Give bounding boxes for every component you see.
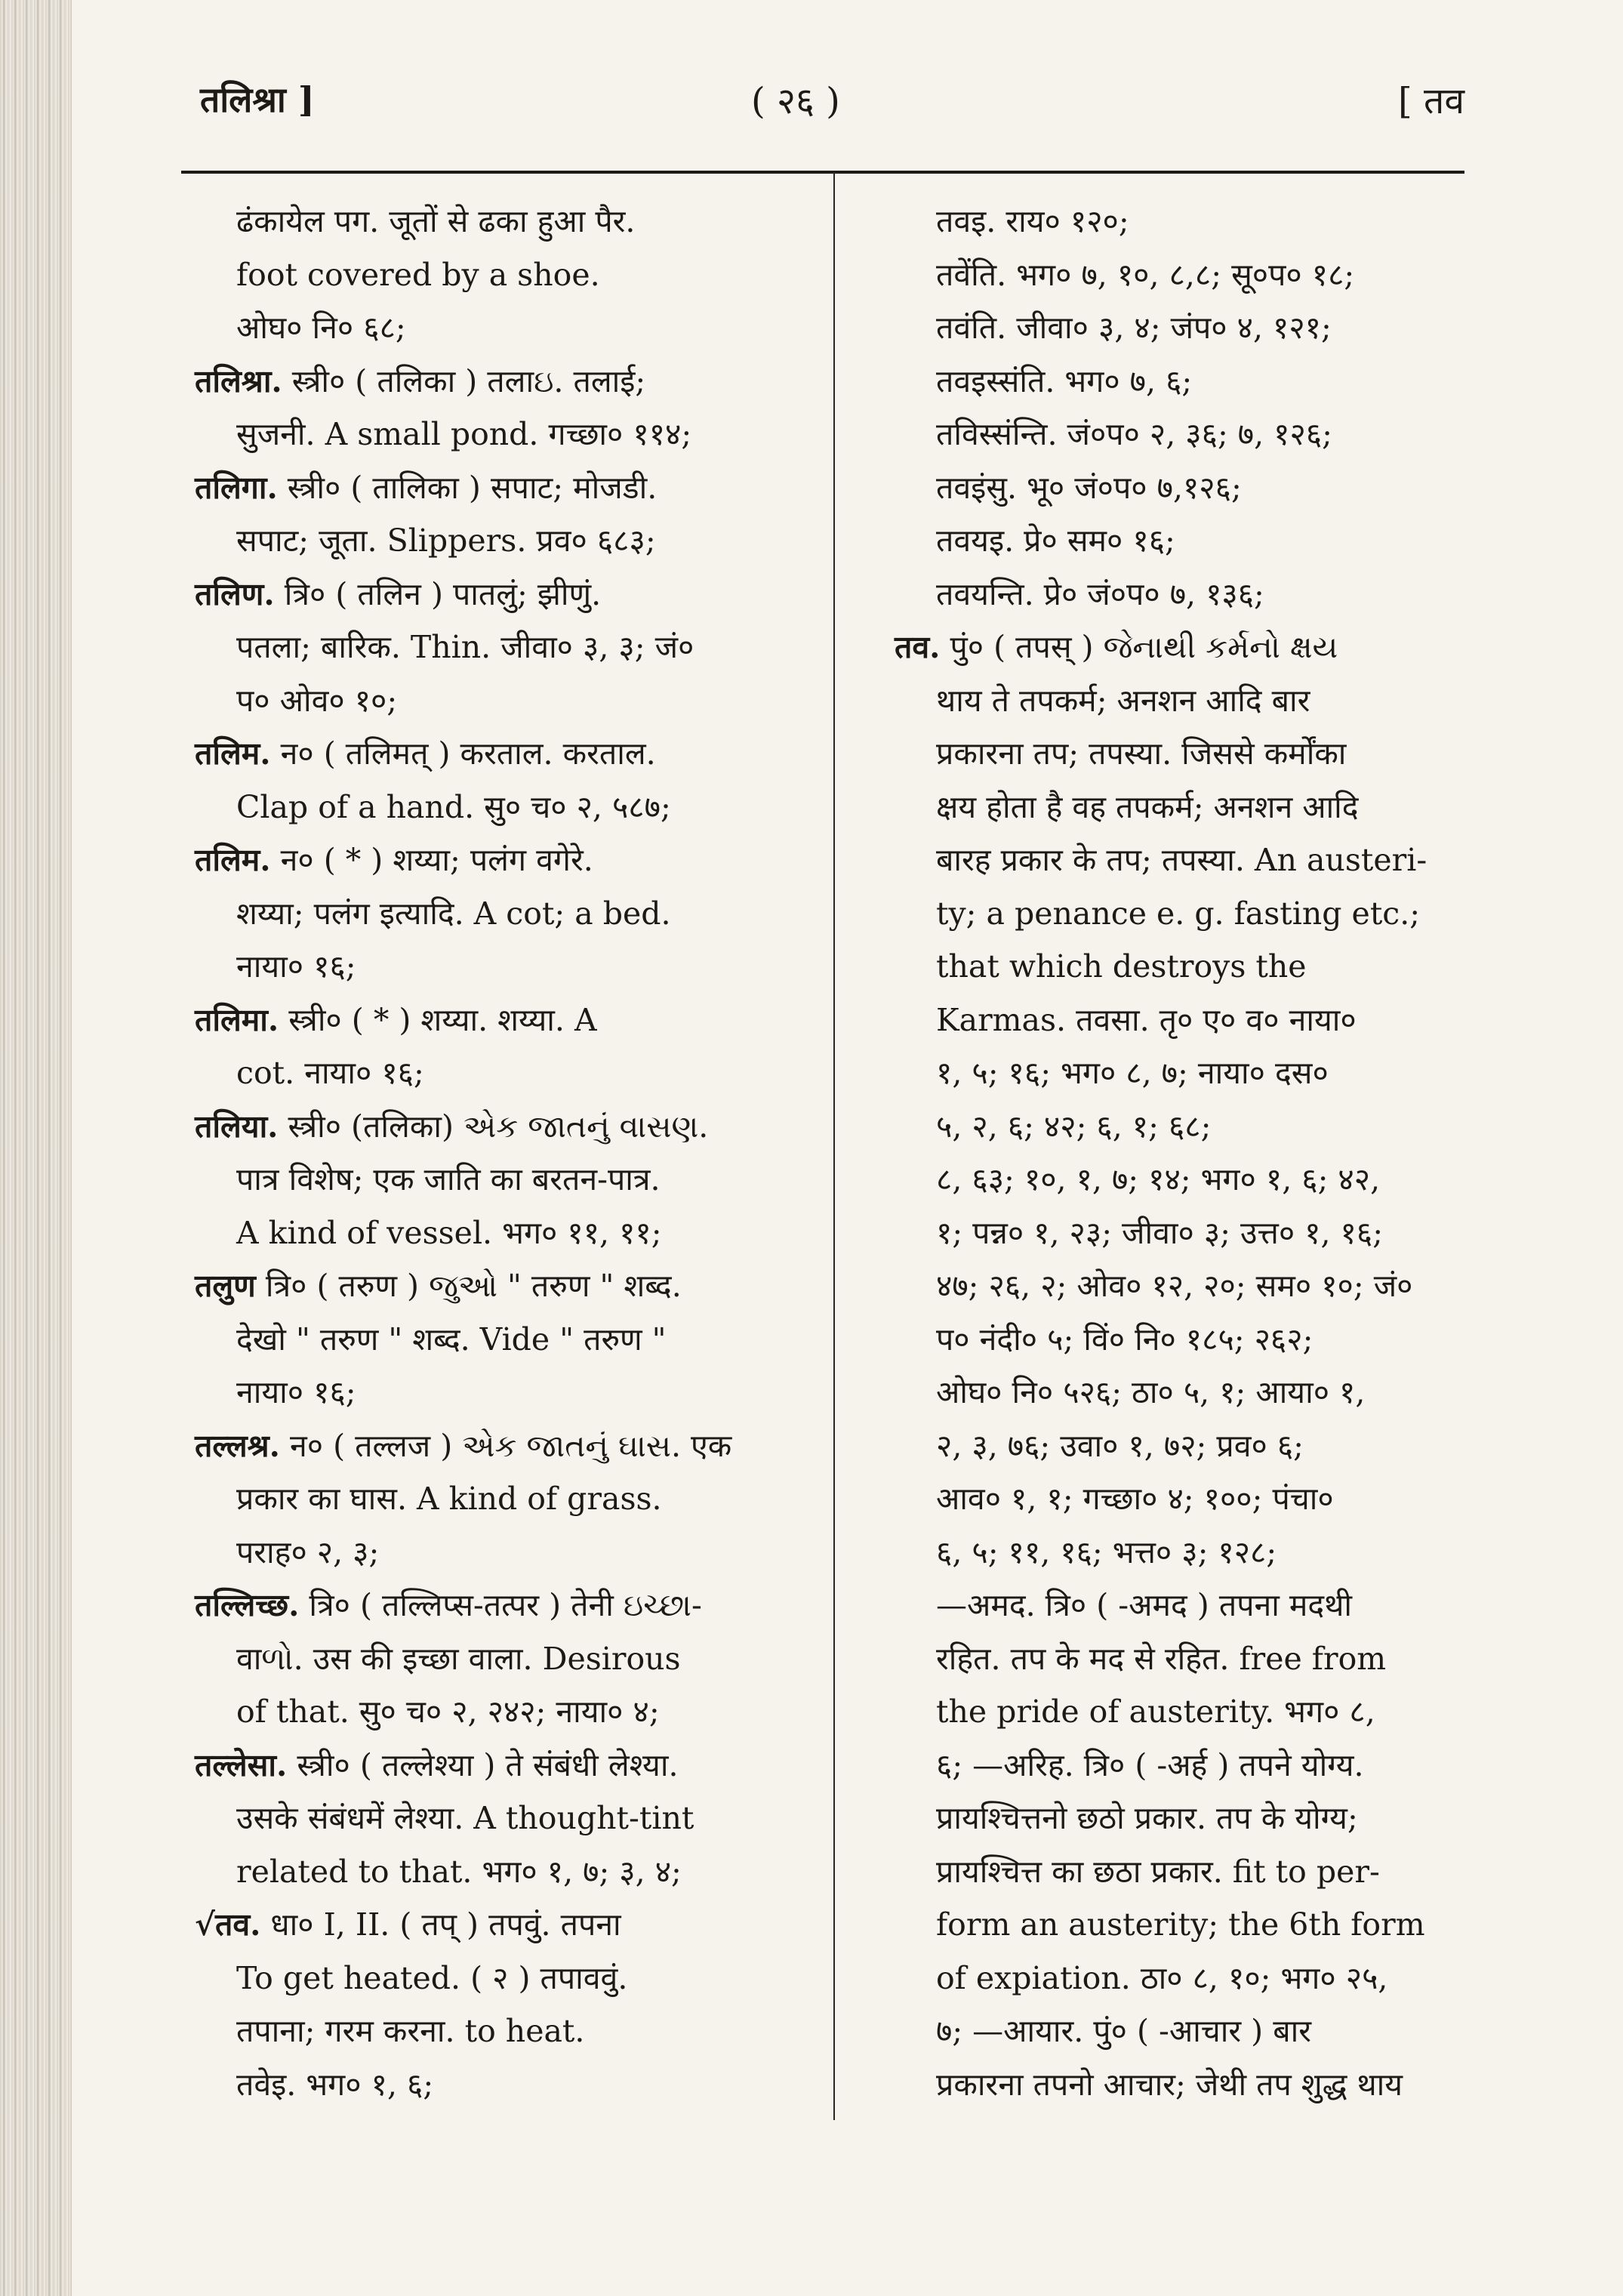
entry-text: ओघ० नि० ६८; xyxy=(236,310,406,346)
entry-line xyxy=(895,887,1468,941)
entry-line xyxy=(895,1472,1468,1526)
entry-line xyxy=(895,1845,1468,1899)
entry-text: न० ( तल्लज ) એક જાતનું ઘાસ. एक xyxy=(279,1427,732,1464)
entry-line xyxy=(195,994,814,1047)
entry-line xyxy=(895,1100,1468,1154)
entry-line xyxy=(895,1366,1468,1419)
entry-line xyxy=(895,781,1468,834)
entry-line xyxy=(195,408,814,461)
entry-line xyxy=(195,834,814,887)
entry-text: ६; —अरिह. त्रि० ( -अर्ह ) तपने योग्य. xyxy=(936,1746,1364,1783)
entry-text: देखो " तरुण " शब्द. Vide " तरुण " xyxy=(236,1321,667,1358)
entry-line xyxy=(895,1259,1468,1313)
entry-text: ८, ६३; १०, १, ७; १४; भग० १, ६; ४२, xyxy=(936,1161,1381,1197)
entry-text: Karmas. तवसा. तृ० ए० व० नाया० xyxy=(936,1001,1357,1038)
entry-text: १; पन्न० १, २३; जीवा० ३; उत्त० १, १६; xyxy=(936,1214,1384,1251)
entry-line xyxy=(895,355,1468,408)
entry-line xyxy=(895,1579,1468,1632)
entry-line xyxy=(195,621,814,674)
entry-line xyxy=(195,568,814,621)
entry-line xyxy=(195,1792,814,1845)
entry-text: प० ओव० १०; xyxy=(236,682,398,719)
headword: तलिया. xyxy=(195,1108,279,1145)
scan-edge-shadow xyxy=(0,0,72,2296)
entry-text: स्त्री० ( तलिका ) तलाઇ. तलाई; xyxy=(282,362,646,399)
entry-text: ६, ५; ११, १६; भत्त० ३; १२८; xyxy=(936,1533,1277,1570)
entry-text: प्रकारना तपनो आचार; जेथी तप शुद्ध थाय xyxy=(936,2066,1403,2103)
header-rule xyxy=(181,171,1464,174)
page-header-left-headword: तलिश्रा ] xyxy=(200,79,315,120)
entry-line xyxy=(195,2005,814,2058)
entry-line xyxy=(895,195,1468,248)
column-divider xyxy=(833,172,835,2120)
entry-line xyxy=(195,1739,814,1792)
entry-line xyxy=(895,1685,1468,1739)
entry-text: त्रि० ( तरुण ) જુઓ " तरुण " शब्द. xyxy=(255,1268,682,1304)
entry-line xyxy=(195,248,814,302)
entry-line xyxy=(895,1207,1468,1260)
headword: तलुण xyxy=(195,1268,256,1304)
entry-line xyxy=(195,2058,814,2112)
headword: तलिण. xyxy=(195,575,275,612)
entry-line xyxy=(195,1259,814,1313)
entry-text: पराह० २, ३; xyxy=(236,1533,380,1570)
entry-line xyxy=(895,1313,1468,1367)
entry-text: न० ( * ) शय्या; पलंग वगेरे. xyxy=(270,842,593,878)
entry-line xyxy=(195,1207,814,1260)
entry-line xyxy=(195,781,814,834)
entry-line xyxy=(195,1632,814,1686)
entry-line xyxy=(195,1685,814,1739)
entry-text: तवेंति. भग० ७, १०, ८,८; सू०प० १८; xyxy=(936,256,1355,293)
entry-text: that which destroys the xyxy=(936,948,1307,985)
entry-line xyxy=(195,1366,814,1419)
entry-text: To get heated. ( २ ) तपाववुं. xyxy=(236,1959,628,1996)
headword: तल्लेसा. xyxy=(195,1746,288,1783)
entry-text: प० नंदी० ५; विं० नि० १८५; २६२; xyxy=(936,1321,1313,1358)
entry-line xyxy=(195,461,814,515)
entry-text: स्त्री० ( * ) शय्या. शय्या. A xyxy=(279,1001,597,1038)
entry-text: रहित. तप के मद से रहित. free from xyxy=(936,1640,1387,1677)
entry-text: related to that. भग० १, ७; ३, ४; xyxy=(236,1853,682,1890)
entry-text: २, ३, ७६; उवा० १, ७२; प्रव० ६; xyxy=(936,1427,1304,1464)
entry-line xyxy=(195,1419,814,1473)
entry-text: शय्या; पलंग इत्यादि. A cot; a bed. xyxy=(236,895,671,932)
entry-line xyxy=(895,621,1468,674)
entry-text: ४७; २६, २; ओव० १२, २०; सम० १०; जं० xyxy=(936,1268,1413,1304)
entry-line xyxy=(895,2058,1468,2112)
entry-text: तवंति. जीवा० ३, ४; जंप० ४, १२१; xyxy=(936,310,1332,346)
entry-line xyxy=(895,1632,1468,1686)
entry-line xyxy=(895,514,1468,568)
entry-line xyxy=(895,408,1468,461)
entry-text: cot. नाया० १६; xyxy=(236,1055,424,1091)
entry-text: ओघ० नि० ५२६; ठा० ५, १; आया० १, xyxy=(936,1374,1366,1410)
headword: √तव. xyxy=(195,1906,261,1943)
entry-line xyxy=(195,674,814,728)
entry-text: —अमद. त्रि० ( -अमद ) तपना मदथी xyxy=(936,1587,1353,1623)
right-column xyxy=(895,195,1468,2111)
entry-line xyxy=(895,834,1468,887)
entry-text: ५, २, ६; ४२; ६, १; ६८; xyxy=(936,1108,1212,1145)
entry-line xyxy=(895,674,1468,728)
entry-text: A kind of vessel. भग० ११, ११; xyxy=(236,1214,662,1251)
entry-text: तवयइ. प्रे० सम० १६; xyxy=(936,522,1175,559)
entry-text: of that. सु० च० २, २४२; नाया० ४; xyxy=(236,1693,660,1730)
entry-line xyxy=(895,568,1468,621)
entry-line xyxy=(895,301,1468,355)
entry-text: त्रि० ( तलिन ) पातलुं; झीणुं. xyxy=(274,575,602,612)
entry-text: धा० I, II. ( तप् ) तपवुं. तपना xyxy=(260,1906,621,1943)
entry-line xyxy=(195,514,814,568)
entry-line xyxy=(895,1792,1468,1845)
entry-line xyxy=(895,2005,1468,2058)
entry-text: foot covered by a shoe. xyxy=(236,256,600,293)
entry-text: १, ५; १६; भग० ८, ७; नाया० दस० xyxy=(936,1055,1329,1091)
entry-text: पतला; बारिक. Thin. जीवा० ३, ३; जं० xyxy=(236,629,694,665)
entry-text: स्त्री० (तलिका) એક જાતનું વાસણ. xyxy=(278,1108,709,1145)
entry-text: तविस्संन्ति. जं०प० २, ३६; ७, १२६; xyxy=(936,416,1332,452)
entry-text: ७; —आयार. पुं० ( -आचार ) बार xyxy=(936,2013,1312,2049)
entry-text: तवयन्ति. प्रे० जं०प० ७, १३६; xyxy=(936,575,1264,612)
entry-text: पुं० ( तपस् ) જેનાથી કર્મનો ક્ષય xyxy=(940,629,1338,665)
entry-text: the pride of austerity. भग० ८, xyxy=(936,1693,1375,1730)
entry-line xyxy=(195,1526,814,1579)
entry-text: ढंकायेल पग. जूतों से ढका हुआ पैर. xyxy=(236,203,636,239)
entry-line xyxy=(195,1153,814,1207)
entry-line xyxy=(895,1952,1468,2005)
headword: तलिम. xyxy=(195,735,271,772)
entry-line xyxy=(895,727,1468,781)
entry-line xyxy=(895,940,1468,994)
left-column xyxy=(195,195,814,2111)
entry-text: क्षय होता है वह तपकर्म; अनशन आदि xyxy=(936,788,1359,825)
entry-text: तपाना; गरम करना. to heat. xyxy=(236,2013,585,2049)
entry-text: प्रायश्चित्त का छठा प्रकार. fit to per- xyxy=(936,1853,1380,1890)
entry-text: प्रायश्चित्तनो छठो प्रकार. तप के योग्य; xyxy=(936,1800,1358,1836)
entry-line xyxy=(895,461,1468,515)
entry-text: तवइ. राय० १२०; xyxy=(936,203,1129,239)
entry-text: वाળો. उस की इच्छा वाला. Desirous xyxy=(236,1640,681,1677)
headword: तल्लिच्छ. xyxy=(195,1587,300,1623)
entry-line xyxy=(195,301,814,355)
entry-line xyxy=(195,1845,814,1899)
entry-line xyxy=(195,1579,814,1632)
entry-line xyxy=(895,248,1468,302)
headword: तलिगा. xyxy=(195,469,278,506)
page-number: ( २६ ) xyxy=(751,80,840,122)
entry-text: form an austerity; the 6th form xyxy=(936,1906,1425,1943)
entry-text: प्रकार का घास. A kind of grass. xyxy=(236,1481,662,1517)
entry-line xyxy=(195,1046,814,1100)
headword: तलिश्रा. xyxy=(195,362,282,399)
entry-line xyxy=(895,994,1468,1047)
entry-text: उसके संबंधमें लेश्या. A thought-tint xyxy=(236,1800,694,1836)
entry-line xyxy=(195,1313,814,1367)
entry-line xyxy=(195,1898,814,1952)
entry-text: Clap of a hand. सु० च० २, ५८७; xyxy=(236,788,671,825)
entry-line xyxy=(195,355,814,408)
entry-text: न० ( तलिमत् ) करताल. करताल. xyxy=(270,735,656,772)
entry-text: स्त्री० ( तालिका ) सपाट; मोजडी. xyxy=(277,469,658,506)
entry-text: बारह प्रकार के तप; तपस्या. An austeri- xyxy=(936,842,1427,878)
entry-line xyxy=(195,1100,814,1154)
entry-text: स्त्री० ( तल्लेश्या ) ते संबंधी लेश्या. xyxy=(287,1746,679,1783)
page-header-right-headword: [ तव xyxy=(1398,80,1465,122)
entry-text: तवइस्संति. भग० ७, ६; xyxy=(936,362,1193,399)
entry-line xyxy=(895,1153,1468,1207)
entry-line xyxy=(895,1046,1468,1100)
entry-line xyxy=(895,1898,1468,1952)
entry-text: सुजनी. A small pond. गच्छा० ११४; xyxy=(236,416,692,452)
headword: तल्लश्र. xyxy=(195,1427,280,1464)
entry-line xyxy=(895,1526,1468,1579)
entry-line xyxy=(195,1472,814,1526)
entry-text: नाया० १६; xyxy=(236,1374,356,1410)
entry-text: आव० १, १; गच्छा० ४; १००; पंचा० xyxy=(936,1481,1334,1517)
entry-text: पात्र विशेष; एक जाति का बरतन-पात्र. xyxy=(236,1161,661,1197)
entry-text: नाया० १६; xyxy=(236,948,356,985)
entry-line xyxy=(195,940,814,994)
entry-text: of expiation. ठा० ८, १०; भग० २५, xyxy=(936,1959,1388,1996)
entry-text: तवइंसु. भू० जं०प० ७,१२६; xyxy=(936,469,1242,506)
entry-text: ty; a penance e. g. fasting etc.; xyxy=(936,895,1421,932)
headword: तलिमा. xyxy=(195,1001,279,1038)
entry-line xyxy=(895,1419,1468,1473)
entry-line xyxy=(895,1739,1468,1792)
entry-text: थाय ते तपकर्म; अनशन आदि बार xyxy=(936,682,1310,719)
entry-text: प्रकारना तप; तपस्या. जिससे कर्मोंका xyxy=(936,735,1347,772)
entry-text: सपाट; जूता. Slippers. प्रव० ६८३; xyxy=(236,522,656,559)
headword: तव. xyxy=(895,629,941,665)
entry-line xyxy=(195,887,814,941)
entry-line xyxy=(195,195,814,248)
entry-text: त्रि० ( तल्लिप्स-तत्पर ) तेनी ઇચ્છા- xyxy=(299,1587,702,1623)
headword: तलिम. xyxy=(195,842,271,878)
entry-line xyxy=(195,727,814,781)
entry-line xyxy=(195,1952,814,2005)
entry-text: तवेइ. भग० १, ६; xyxy=(236,2066,434,2103)
